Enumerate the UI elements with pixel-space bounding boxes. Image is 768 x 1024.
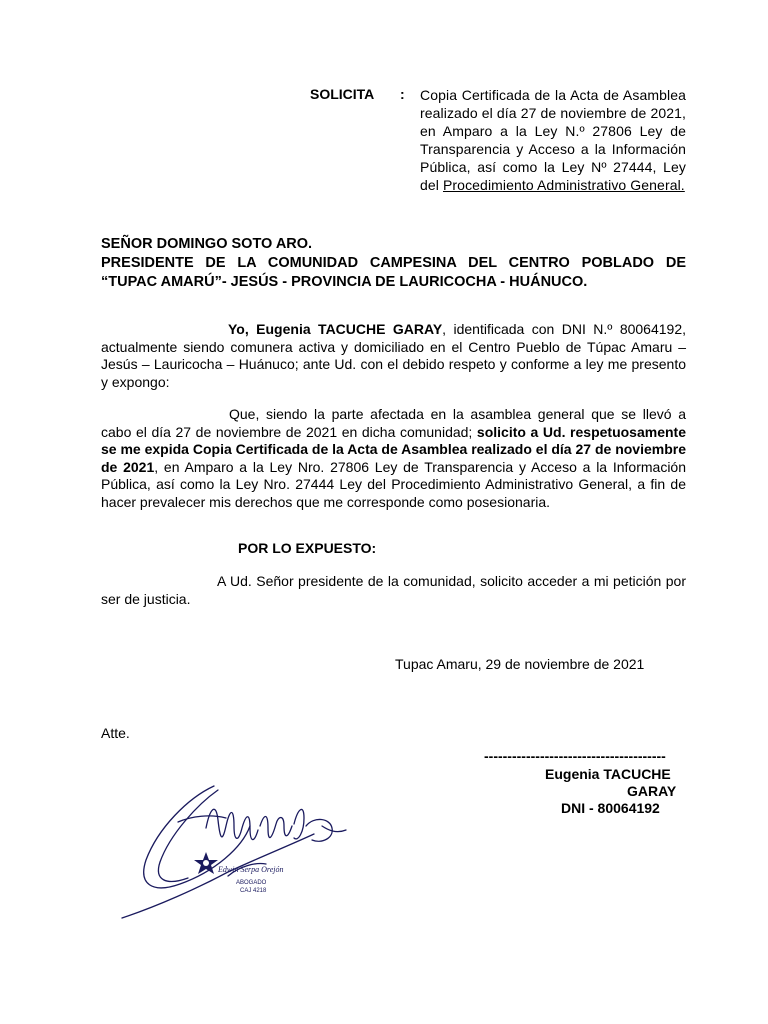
solicita-text [420,86,686,194]
atte-text: Atte. [101,725,130,741]
intro-paragraph [101,321,686,391]
intro-rest: , identificada con DNI N.º 80064192, actualmente siendo comunera activa y domiciliado en el Centro Pueblo de Túpac Amaru – Jesús – Lauricocha – Huánuco; ante Ud. con el debido respeto y conforme a ley me presento y expongo: [101,321,687,390]
body-part1: Que, siendo la parte afectada en la asamblea general que se llevó a cabo el día 27 de noviembre de 2021 en dicha comunidad; [101,406,686,440]
closing-paragraph [101,573,686,608]
por-lo-expuesto-heading: POR LO EXPUESTO: [238,540,377,556]
closing-text: A Ud. Señor presidente de la comunidad, solicito acceder a mi petición por ser de justicia. [101,573,686,607]
stamp-title: ABOGADO [236,880,267,886]
date-line: Tupac Amaru, 29 de noviembre de 2021 [395,656,645,672]
body-part2: , en Amparo a la Ley Nro. 27806 Ley de Transparencia y Acceso a la Información Pública, así como la Ley Nro. 27444 Ley del Procedimiento Administrativo General, a fin de hacer prevalecer mis derechos que me corresponde como posesionaria. [101,458,687,510]
signer-name-line2: GARAY [627,783,677,799]
stamp-star-icon [194,852,218,874]
signer-name-line1: Eugenia TACUCHE [545,766,671,782]
solicita-text-main: Copia Certificada de la Acta de Asamblea realizado el día 27 de noviembre de 2021, en Amparo a la Ley N.º 27806 Ley de Transparencia y Acceso a la Información Pública, así como la Ley Nº 27444, Ley del [420,87,686,193]
solicita-label: SOLICITA [310,86,375,102]
addressee-title: PRESIDENTE DE LA COMUNIDAD CAMPESINA DEL CENTRO POBLADO DE [101,255,686,271]
signature-line: --------------------------------------- [484,748,666,764]
stamp-name: Edwin Serpa Orejón [218,865,284,874]
body-bold: solicito a Ud. respetuosamente se me expida Copia Certificada de la Acta de Asamblea realizado el día 27 de noviembre de 2021 [101,423,686,475]
addressee-block [101,235,686,292]
intro-bold: Yo, Eugenia TACUCHE GARAY [228,321,443,337]
addressee-name: SEÑOR DOMINGO SOTO ARO. [101,236,313,252]
handwritten-signature-with-stamp [118,768,368,920]
addressee-place: “TUPAC AMARÚ”- JESÚS - PROVINCIA DE LAURICOCHA - HUÁNUCO. [101,274,588,290]
solicita-text-underlined: Procedimiento Administrativo General. [442,177,685,193]
stamp-reg: CAJ 4218 [240,888,267,894]
solicita-colon: : [400,86,405,102]
signer-dni: DNI - 80064192 [561,800,660,816]
body-paragraph [101,406,686,511]
